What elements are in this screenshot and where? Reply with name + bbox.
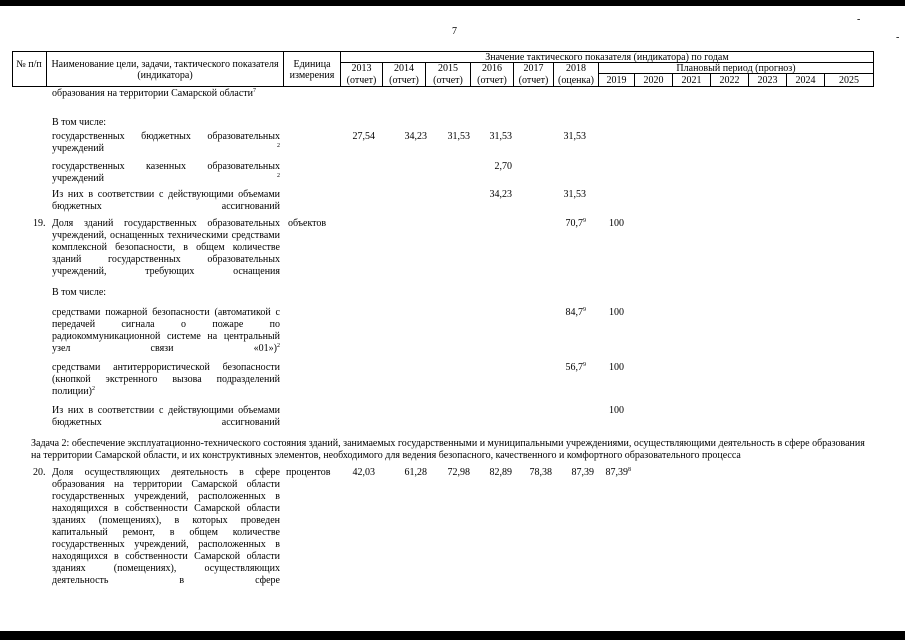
funded-2-2019: 100	[609, 405, 624, 416]
row-20-2016: 82,89	[489, 467, 512, 478]
row-20-text: Доля осуществляющих деятельность в сфере образования на территории Самарской области государственных учреждений, расположенных в находящихся в собственности Самарской области зданиях (помещениях), в которых проведен капитальный ремонт, в общем количестве государственных учреждений, расположенных в находящихся в собственности Самарской области зданиях (помещениях), осуществляющих деятельность в сфере	[52, 467, 280, 586]
year-2013-note: (отчет)	[346, 75, 377, 86]
task-2-heading: Задача 2: обеспечение эксплуатационно-технического состояния зданий, занимаемых государственными и муниципальными учреждениями, осуществляющими деятельность в сфере образования на территории Самарской области, и их конструктивных элементов, необходимого для ведения безопасного, качественного и комфортного образовательного процесса	[31, 438, 865, 461]
budget-2014: 34,23	[404, 131, 427, 142]
year-2018-note: (оценка)	[558, 75, 594, 86]
fire-safety-text: средствами пожарной безопасности (автоматикой с передачей сигнала о пожаре по радиокоммуникационной системе на центральный узел связи «01»)$^2$	[52, 307, 280, 354]
corner-mark: -	[857, 14, 861, 25]
year-2013: 2013	[351, 63, 372, 74]
year-2014: 2014	[394, 63, 414, 74]
year-2024: 2024	[795, 75, 816, 86]
antiterror-2019: 100	[609, 362, 624, 373]
row-20-number: 20.	[33, 467, 46, 478]
budget-2013: 27,54	[352, 131, 375, 142]
row-20-unit: процентов	[286, 467, 331, 478]
including-label: В том числе:	[52, 117, 107, 128]
budget-institutions-text: государственных бюджетных образовательных учреждений $^2$	[52, 131, 280, 154]
row-20-2015: 72,98	[447, 467, 470, 478]
year-2022: 2022	[719, 75, 740, 86]
row-19-unit: объектов	[288, 218, 327, 229]
treasury-2016: 2,70	[494, 161, 512, 172]
year-2015: 2015	[438, 63, 458, 74]
row-20-2017: 78,38	[529, 467, 552, 478]
antiterror-text: средствами антитеррористической безопасности (кнопкой экстренного вызова подразделений полиции)$^2$	[52, 362, 280, 397]
funded-2018: 31,53	[563, 189, 586, 200]
year-2014-note: (отчет)	[389, 75, 419, 86]
header-planned-period: Плановый период (прогноз)	[676, 63, 796, 74]
year-2020: 2020	[643, 75, 664, 86]
including-label: В том числе:	[52, 287, 107, 298]
budget-2016: 31,53	[489, 131, 512, 142]
header-num: № п/п	[16, 59, 42, 70]
top-scan-border	[0, 0, 905, 6]
fire-safety-2019: 100	[609, 307, 624, 318]
funded-2016: 34,23	[489, 189, 512, 200]
budget-2015: 31,53	[447, 131, 470, 142]
carry-over-text: образования на территории Самарской области$^7$	[52, 88, 257, 99]
row-19-2018: 70,7$^9$	[565, 218, 586, 229]
bottom-scan-border	[0, 631, 905, 640]
year-2016: 2016	[482, 63, 502, 74]
funded-2-text: Из них в соответствии с действующими объемами бюджетных ассигнований	[52, 405, 280, 428]
header-unit: Единица измерения	[289, 59, 335, 81]
treasury-institutions-text: государственных казенных образовательных учреждений $^2$	[52, 161, 280, 184]
row-19-number: 19.	[33, 218, 46, 229]
year-2016-note: (отчет)	[477, 75, 507, 86]
corner-mark: -	[896, 32, 900, 43]
row-20-2019: 87,39$^8$	[605, 467, 631, 478]
row-19-text: Доля зданий государственных образовательных учреждений, оснащенных техническими средствами комплексной безопасности, в общем количестве зданий государственных образовательных учреждений, требующих оснащения	[52, 218, 280, 277]
page-number: 7	[452, 26, 457, 37]
year-2017-note: (отчет)	[518, 75, 549, 86]
year-2025: 2025	[839, 75, 859, 86]
header-value-group: Значение тактического показателя (индикатора) по годам	[485, 52, 729, 63]
header-name: Наименование цели, задачи, тактического показателя (индикатора)	[51, 59, 279, 81]
row-19-2019: 100	[609, 218, 624, 229]
funded-text: Из них в соответствии с действующими объемами бюджетных ассигнований	[52, 189, 280, 212]
year-2015-note: (отчет)	[433, 75, 463, 86]
year-2023: 2023	[757, 75, 778, 86]
fire-safety-2018: 84,7$^9$	[565, 307, 586, 318]
budget-2018: 31,53	[563, 131, 586, 142]
antiterror-2018: 56,7$^9$	[565, 362, 586, 373]
year-2019: 2019	[606, 75, 627, 86]
year-2017: 2017	[523, 63, 544, 74]
row-20-2014: 61,28	[404, 467, 427, 478]
row-20-2018: 87,39	[571, 467, 594, 478]
row-20-2013: 42,03	[352, 467, 375, 478]
year-2018: 2018	[566, 63, 586, 74]
year-2021: 2021	[681, 75, 702, 86]
